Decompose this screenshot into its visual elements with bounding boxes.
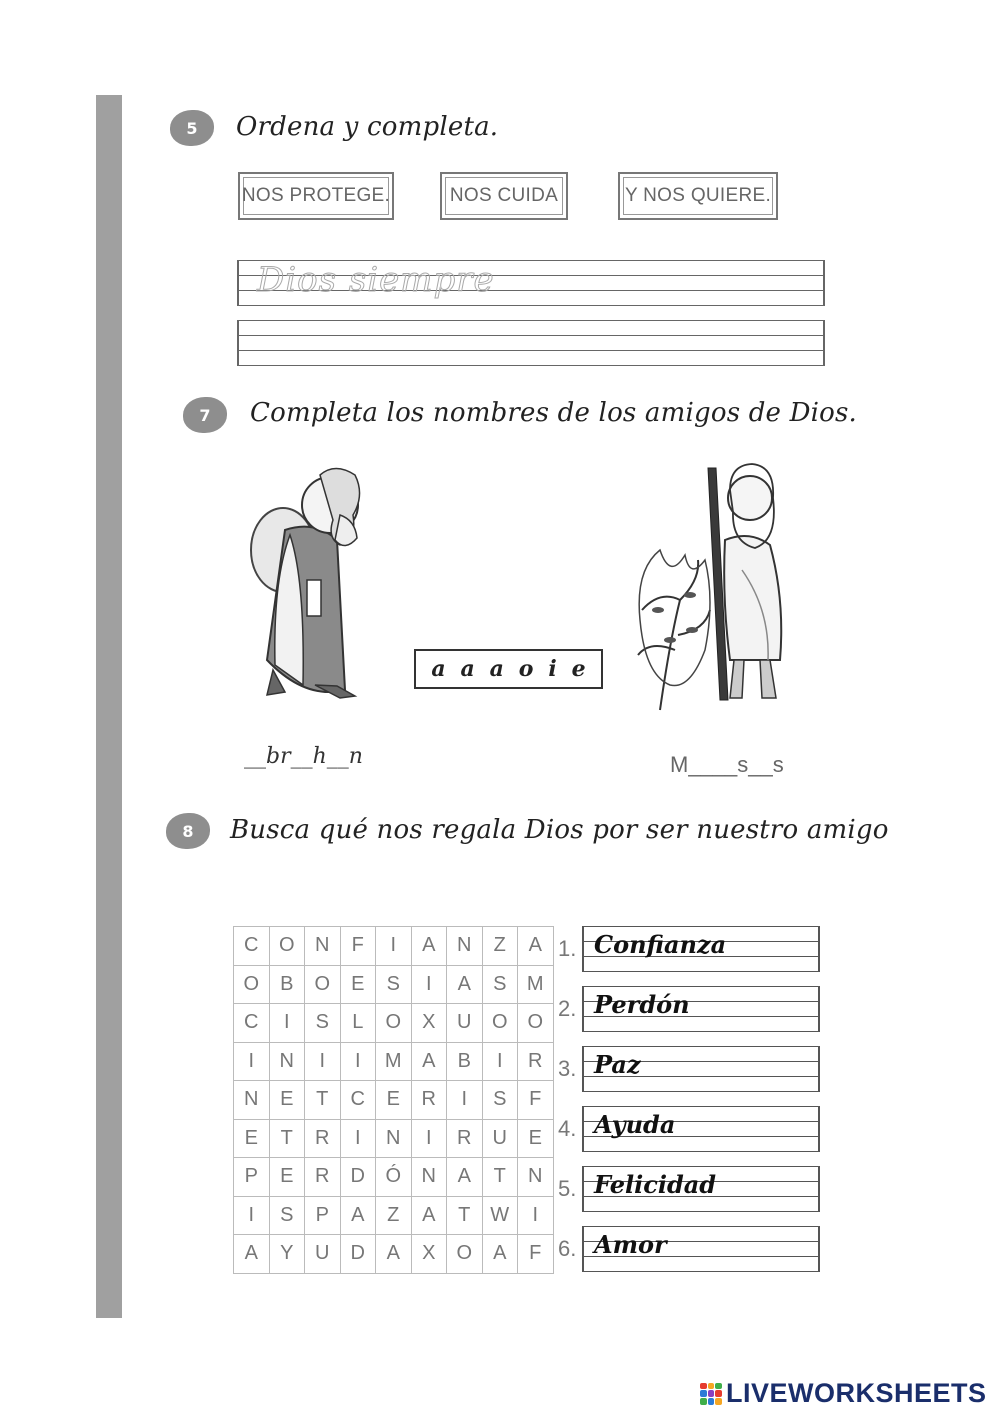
grid-cell[interactable]: B bbox=[269, 965, 305, 1004]
grid-cell[interactable]: U bbox=[447, 1004, 483, 1043]
grid-cell[interactable]: I bbox=[305, 1042, 341, 1081]
grid-cell[interactable]: O bbox=[518, 1004, 554, 1043]
exercise-7-badge: 7 bbox=[183, 397, 227, 433]
grid-cell[interactable]: S bbox=[482, 1081, 518, 1120]
grid-row bbox=[234, 1235, 554, 1274]
letter-1: a bbox=[431, 656, 446, 682]
grid-cell[interactable]: A bbox=[234, 1235, 270, 1274]
letter-5: i bbox=[548, 656, 557, 682]
grid-row bbox=[234, 1042, 554, 1081]
grid-cell[interactable]: Ó bbox=[376, 1158, 412, 1197]
grid-cell[interactable]: I bbox=[340, 1042, 376, 1081]
moses-illustration bbox=[630, 460, 795, 715]
grid-cell[interactable]: N bbox=[305, 927, 341, 966]
answer-text[interactable]: Felicidad bbox=[594, 1170, 717, 1199]
logo-text: LIVEWORKSHEETS bbox=[726, 1378, 987, 1408]
grid-cell[interactable]: M bbox=[376, 1042, 412, 1081]
grid-cell[interactable]: O bbox=[305, 965, 341, 1004]
grid-cell[interactable]: N bbox=[518, 1158, 554, 1197]
grid-cell[interactable]: X bbox=[411, 1004, 447, 1043]
answer-row[interactable] bbox=[558, 1226, 818, 1274]
grid-cell[interactable]: F bbox=[518, 1235, 554, 1274]
word-box-1[interactable]: NOS PROTEGE. bbox=[238, 172, 394, 220]
grid-cell[interactable]: I bbox=[447, 1081, 483, 1120]
writing-lines-1[interactable] bbox=[237, 260, 825, 306]
grid-cell[interactable]: D bbox=[340, 1158, 376, 1197]
trace-text: Dios siempre bbox=[257, 260, 495, 300]
grid-cell[interactable]: C bbox=[234, 927, 270, 966]
grid-cell[interactable]: A bbox=[411, 927, 447, 966]
grid-cell[interactable]: R bbox=[411, 1081, 447, 1120]
logo-mark-icon bbox=[700, 1383, 722, 1405]
grid-cell[interactable]: Z bbox=[482, 927, 518, 966]
abraham-illustration bbox=[245, 460, 380, 705]
answer-row[interactable] bbox=[558, 1106, 818, 1154]
answer-row[interactable] bbox=[558, 986, 818, 1034]
grid-cell[interactable]: I bbox=[411, 965, 447, 1004]
grid-row bbox=[234, 1196, 554, 1235]
grid-cell[interactable]: O bbox=[447, 1235, 483, 1274]
grid-row bbox=[234, 1081, 554, 1120]
word-box-3[interactable]: Y NOS QUIERE. bbox=[618, 172, 778, 220]
answer-number: 5. bbox=[558, 1176, 577, 1201]
grid-cell[interactable]: R bbox=[305, 1119, 341, 1158]
name-moises-blank[interactable]: M____s__s bbox=[670, 752, 784, 777]
grid-cell[interactable]: B bbox=[447, 1042, 483, 1081]
answer-text[interactable]: Confianza bbox=[594, 930, 727, 959]
grid-cell[interactable]: N bbox=[411, 1158, 447, 1197]
grid-cell[interactable]: R bbox=[305, 1158, 341, 1197]
grid-cell[interactable]: S bbox=[269, 1196, 305, 1235]
grid-cell[interactable]: O bbox=[234, 965, 270, 1004]
grid-cell[interactable]: P bbox=[234, 1158, 270, 1197]
grid-cell[interactable]: O bbox=[482, 1004, 518, 1043]
answer-row[interactable] bbox=[558, 1046, 818, 1094]
grid-cell[interactable]: T bbox=[447, 1196, 483, 1235]
answer-text[interactable]: Perdón bbox=[594, 990, 690, 1019]
grid-cell[interactable]: E bbox=[269, 1081, 305, 1120]
grid-cell[interactable]: R bbox=[447, 1119, 483, 1158]
grid-row bbox=[234, 927, 554, 966]
sidebar-bar bbox=[96, 95, 122, 1318]
grid-cell[interactable]: I bbox=[340, 1119, 376, 1158]
grid-cell[interactable]: I bbox=[234, 1042, 270, 1081]
grid-cell[interactable]: E bbox=[234, 1119, 270, 1158]
grid-cell[interactable]: D bbox=[340, 1235, 376, 1274]
grid-cell[interactable]: F bbox=[518, 1081, 554, 1120]
grid-cell[interactable]: O bbox=[269, 927, 305, 966]
grid-cell[interactable]: I bbox=[234, 1196, 270, 1235]
letter-4: o bbox=[518, 656, 534, 682]
grid-cell[interactable]: E bbox=[376, 1081, 412, 1120]
grid-row bbox=[234, 965, 554, 1004]
exercise-8-title: Busca qué nos regala Dios por ser nuestro amigo bbox=[230, 815, 889, 845]
grid-cell[interactable]: E bbox=[269, 1158, 305, 1197]
grid-cell[interactable]: I bbox=[518, 1196, 554, 1235]
grid-cell[interactable]: A bbox=[447, 965, 483, 1004]
exercise-7-title: Completa los nombres de los amigos de Dios. bbox=[250, 398, 858, 428]
grid-cell[interactable]: P bbox=[305, 1196, 341, 1235]
grid-row bbox=[234, 1158, 554, 1197]
grid-cell[interactable]: S bbox=[482, 965, 518, 1004]
grid-cell[interactable]: L bbox=[340, 1004, 376, 1043]
exercise-8-badge: 8 bbox=[166, 813, 210, 849]
grid-cell[interactable]: T bbox=[305, 1081, 341, 1120]
grid-cell[interactable]: A bbox=[447, 1158, 483, 1197]
grid-cell[interactable]: E bbox=[518, 1119, 554, 1158]
exercise-5-badge: 5 bbox=[170, 110, 214, 146]
writing-lines-2[interactable] bbox=[237, 320, 825, 366]
grid-cell[interactable]: I bbox=[411, 1119, 447, 1158]
grid-cell[interactable]: S bbox=[376, 965, 412, 1004]
letter-6: e bbox=[571, 656, 586, 682]
grid-cell[interactable]: I bbox=[376, 927, 412, 966]
answer-number: 1. bbox=[558, 936, 577, 961]
grid-cell[interactable]: A bbox=[518, 927, 554, 966]
grid-cell[interactable]: U bbox=[305, 1235, 341, 1274]
answer-number: 2. bbox=[558, 996, 577, 1021]
answer-number: 3. bbox=[558, 1056, 577, 1081]
answer-text[interactable]: Ayuda bbox=[594, 1110, 676, 1139]
word-box-2[interactable]: NOS CUIDA bbox=[440, 172, 568, 220]
grid-cell[interactable]: T bbox=[482, 1158, 518, 1197]
grid-cell[interactable]: N bbox=[376, 1119, 412, 1158]
grid-cell[interactable]: A bbox=[340, 1196, 376, 1235]
grid-cell[interactable]: A bbox=[482, 1235, 518, 1274]
grid-cell[interactable]: S bbox=[305, 1004, 341, 1043]
grid-cell[interactable]: T bbox=[269, 1119, 305, 1158]
word-search-grid[interactable] bbox=[233, 926, 554, 1274]
grid-cell[interactable]: Z bbox=[376, 1196, 412, 1235]
grid-cell[interactable]: A bbox=[376, 1235, 412, 1274]
grid-cell[interactable]: N bbox=[447, 927, 483, 966]
answer-row[interactable] bbox=[558, 1166, 818, 1214]
grid-cell[interactable]: F bbox=[340, 927, 376, 966]
grid-cell[interactable]: X bbox=[411, 1235, 447, 1274]
grid-cell[interactable]: I bbox=[482, 1042, 518, 1081]
answer-text[interactable]: Amor bbox=[594, 1230, 667, 1259]
letter-3: a bbox=[489, 656, 504, 682]
grid-cell[interactable]: O bbox=[376, 1004, 412, 1043]
grid-cell[interactable]: Y bbox=[269, 1235, 305, 1274]
answer-number: 6. bbox=[558, 1236, 577, 1261]
grid-cell[interactable]: U bbox=[482, 1119, 518, 1158]
answer-row[interactable] bbox=[558, 926, 818, 974]
answer-text[interactable]: Paz bbox=[594, 1050, 641, 1079]
grid-cell[interactable]: N bbox=[234, 1081, 270, 1120]
name-abraham-blank[interactable]: __br__h__n bbox=[244, 744, 363, 769]
letter-2: a bbox=[460, 656, 475, 682]
letters-box bbox=[414, 649, 603, 689]
grid-cell[interactable]: C bbox=[234, 1004, 270, 1043]
grid-cell[interactable]: A bbox=[411, 1196, 447, 1235]
grid-cell[interactable]: N bbox=[269, 1042, 305, 1081]
grid-row bbox=[234, 1119, 554, 1158]
liveworksheets-logo bbox=[700, 1378, 987, 1409]
grid-cell[interactable]: W bbox=[482, 1196, 518, 1235]
exercise-5-title: Ordena y completa. bbox=[236, 112, 499, 142]
grid-cell[interactable]: R bbox=[518, 1042, 554, 1081]
grid-cell[interactable]: E bbox=[340, 965, 376, 1004]
grid-cell[interactable]: I bbox=[269, 1004, 305, 1043]
answer-number: 4. bbox=[558, 1116, 577, 1141]
grid-cell[interactable]: A bbox=[411, 1042, 447, 1081]
grid-row bbox=[234, 1004, 554, 1043]
grid-cell[interactable]: M bbox=[518, 965, 554, 1004]
grid-cell[interactable]: C bbox=[340, 1081, 376, 1120]
